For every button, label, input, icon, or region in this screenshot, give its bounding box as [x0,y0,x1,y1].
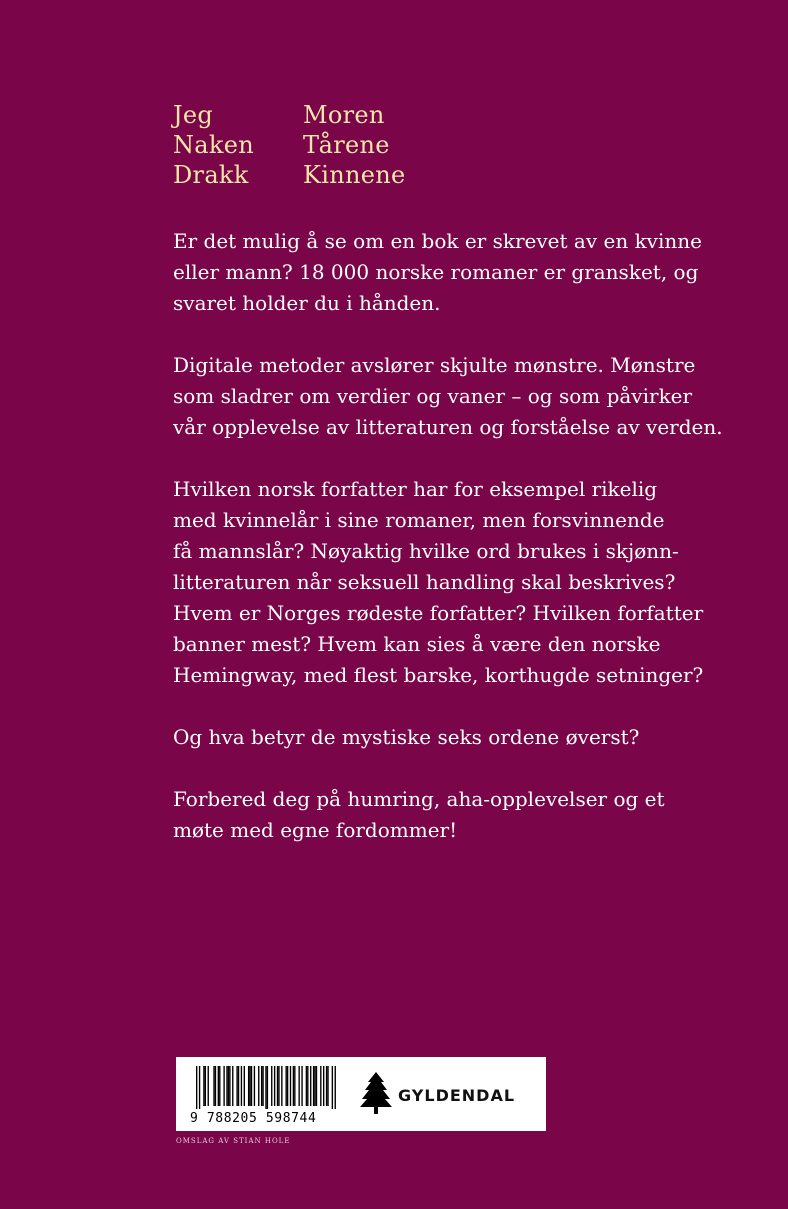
barcode-bar [238,1066,239,1106]
barcode-bar [258,1066,259,1106]
barcode-bar [244,1066,245,1106]
barcode-bar [298,1066,299,1106]
blurb-line: banner mest? Hvem kan sies å være den norske [173,632,661,656]
barcode-bar [223,1066,224,1106]
mystery-word: Drakk [173,161,249,189]
barcode-bar [254,1066,255,1106]
barcode-bar [320,1066,321,1106]
blurb-line: svaret holder du i hånden. [173,291,441,315]
barcode-bar [265,1066,266,1109]
blurb-line: Hvem er Norges rødeste forfatter? Hvilken forfatter [173,601,704,625]
barcode-bar [248,1066,249,1106]
barcode-bar [277,1066,278,1106]
blurb-paragraph-3 [173,474,733,691]
barcode-bar [307,1066,308,1106]
barcode-bar [196,1066,197,1109]
barcode-bar [219,1066,220,1106]
blurb-line: Hvilken norsk forfatter har for eksempel rikelig [173,477,658,501]
publisher-logo-text: GYLDENDAL [398,1086,516,1105]
barcode-bar [241,1066,242,1106]
barcode-panel [176,1057,546,1131]
barcode-bar [326,1066,327,1106]
barcode-bar [213,1066,214,1106]
blurb-line: Er det mulig å se om en bok er skrevet av en kvinne [173,229,702,253]
barcode [196,1066,336,1109]
barcode-bar [249,1066,250,1106]
blurb-paragraph-2 [173,350,733,443]
barcode-bar [199,1066,200,1109]
barcode-bar [226,1066,227,1106]
barcode-bar [215,1066,216,1106]
barcode-bar [271,1066,272,1106]
barcode-bar [267,1066,268,1109]
barcode-bar [332,1066,333,1109]
barcode-bar [294,1066,295,1106]
barcode-bar [306,1066,307,1106]
barcode-bar [287,1066,288,1106]
barcode-bar [274,1066,275,1106]
barcode-bar [229,1066,230,1106]
blurb-line: Hemingway, med flest barske, korthugde setninger? [173,663,704,687]
blurb-line: litteraturen når seksuell handling skal beskrives? [173,570,676,594]
cover-credit: OMSLAG AV STIAN HOLE [176,1137,291,1145]
barcode-bar [205,1066,206,1106]
barcode-bar [314,1066,315,1106]
mystery-words-left-column [173,100,254,190]
barcode-bar [327,1066,328,1106]
blurb-line: eller mann? 18 000 norske romaner er gransket, og [173,260,699,284]
mystery-word: Kinnene [303,161,406,189]
mystery-word: Jeg [173,101,214,129]
barcode-bar [228,1066,229,1106]
blurb-line: Forbered deg på humring, aha-opplevelser og et [173,787,665,811]
barcode-bar [301,1066,302,1106]
isbn-number: 9 788205 598744 [190,1111,317,1126]
barcode-bar [236,1066,237,1106]
blurb-line: med kvinnelår i sine romaner, men forsvinnende [173,508,665,532]
barcode-bar [262,1066,263,1106]
blurb-line: få mannslår? Nøyaktig hvilke ord brukes i skjønn- [173,539,679,563]
barcode-bar [261,1066,262,1106]
barcode-bar [251,1066,252,1106]
barcode-bar [290,1066,291,1106]
barcode-bar [203,1066,204,1106]
barcode-bar [278,1066,279,1106]
barcode-bar [208,1066,209,1106]
mystery-word: Tårene [303,131,390,159]
blurb-line: møte med egne fordommer! [173,818,458,842]
blurb-line: som sladrer om verdier og vaner – og som påvirker [173,384,693,408]
mystery-word: Moren [303,101,385,129]
blurb-line: vår opplevelse av litteraturen og forståelse av verden. [173,415,723,439]
tree-icon [360,1072,392,1114]
barcode-bar [335,1066,336,1109]
barcode-bar [323,1066,324,1106]
barcode-bar [232,1066,233,1106]
blurb-line: Digitale metoder avslører skjulte mønstre. Mønstre [173,353,696,377]
barcode-bar [281,1066,282,1106]
mystery-words-right-column [303,100,405,190]
blurb-paragraph-5 [173,784,733,846]
barcode-bar [310,1066,311,1106]
blurb-text [173,226,733,877]
barcode-bar [285,1066,286,1106]
mystery-word: Naken [173,131,255,159]
barcode-bar [293,1066,294,1106]
blurb-paragraph-1 [173,226,733,319]
blurb-line: Og hva betyr de mystiske seks ordene øverst? [173,725,640,749]
barcode-bar [316,1066,317,1106]
blurb-paragraph-4 [173,722,733,753]
barcode-bar [218,1066,219,1106]
barcode-bar [313,1066,314,1106]
